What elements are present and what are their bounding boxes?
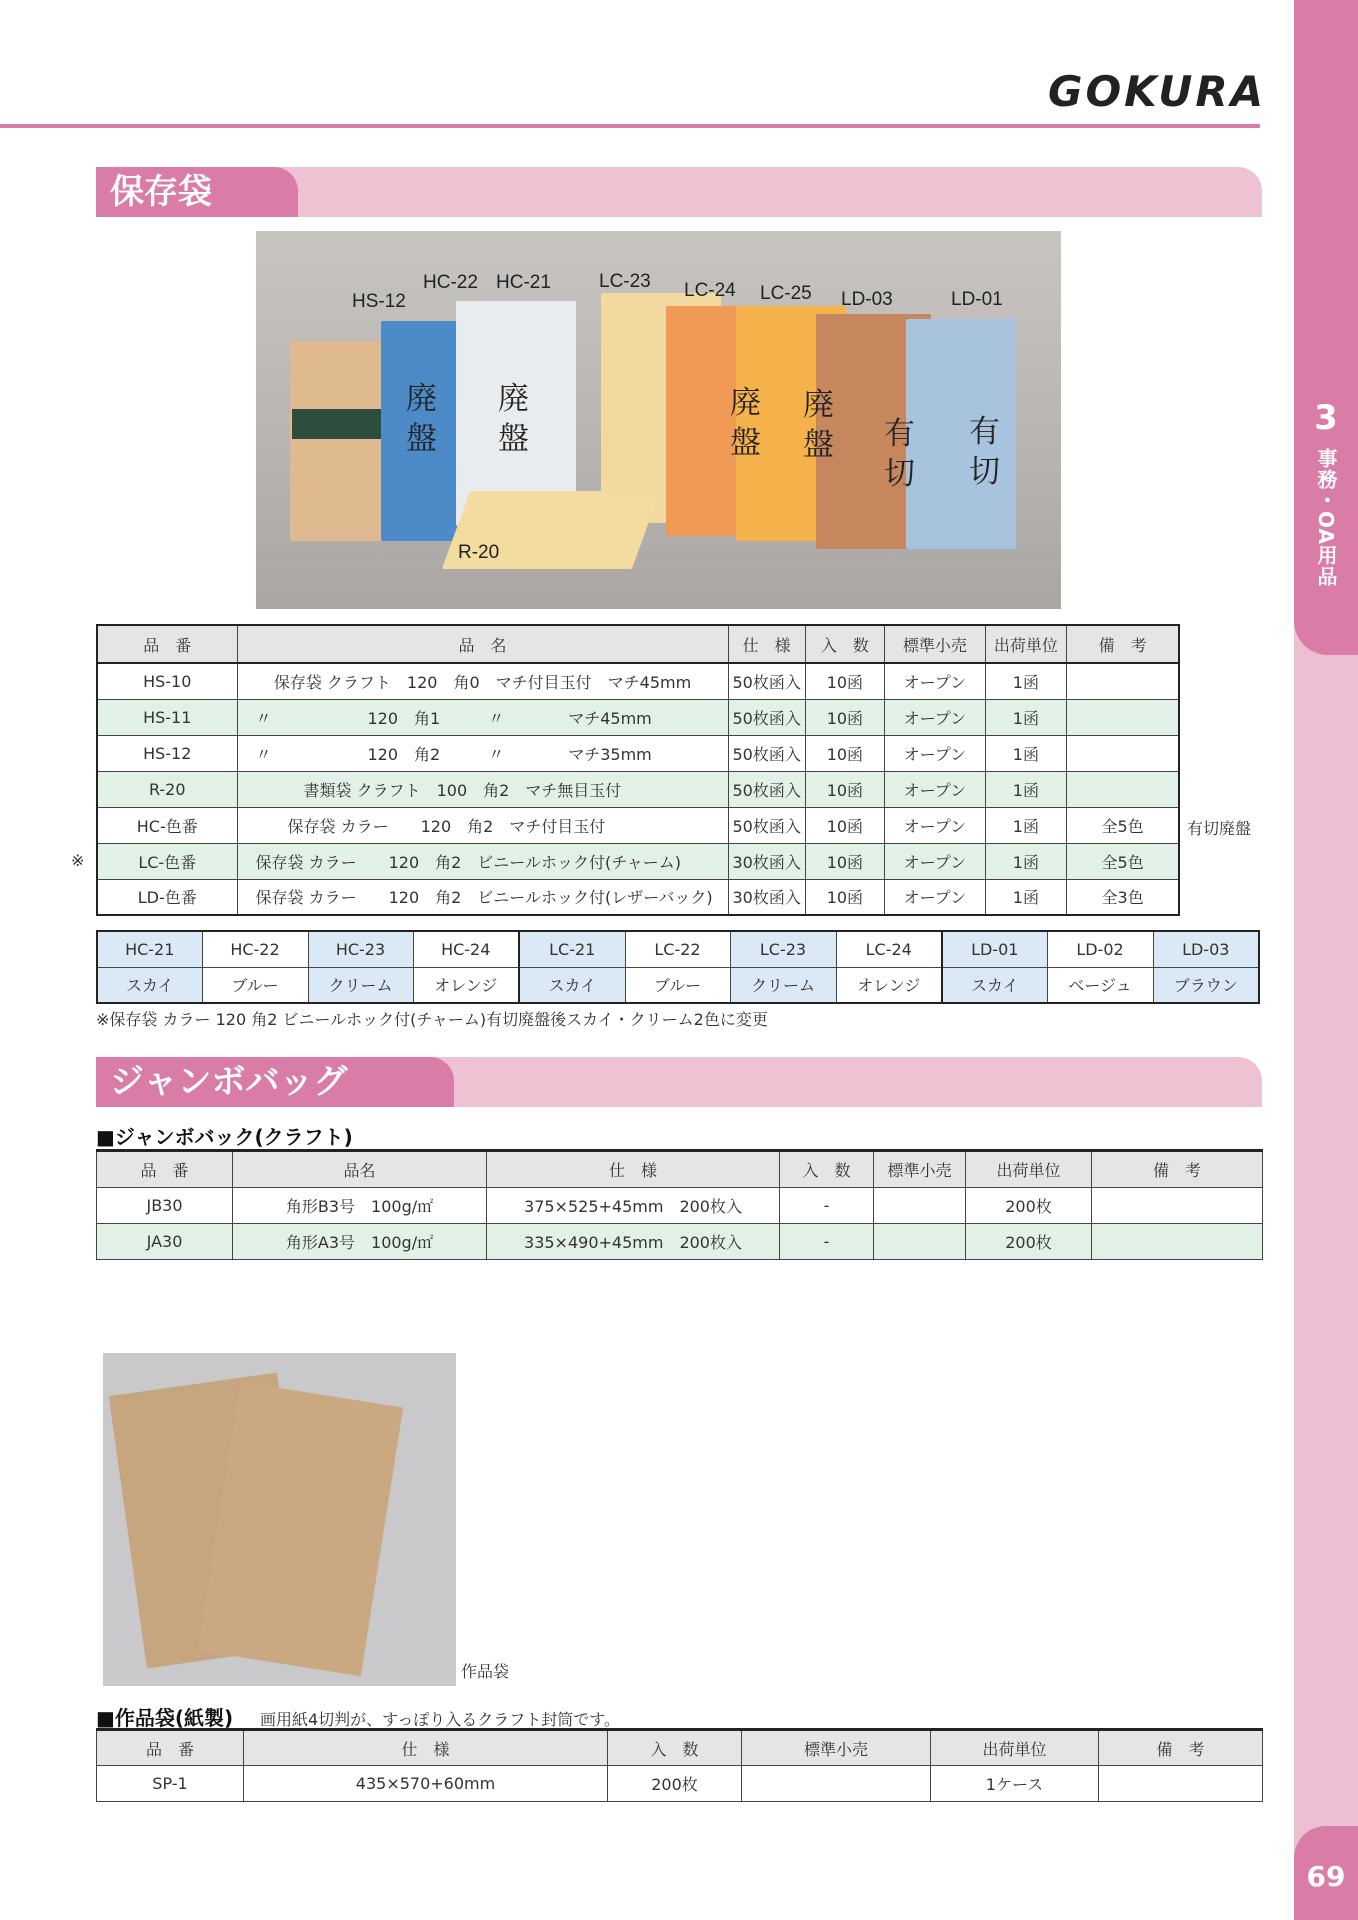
col-header: 仕 様 [728,625,805,663]
col-header: 仕 様 [487,1151,780,1188]
cell-qty: 10函 [805,807,884,843]
color-name: オレンジ [836,967,942,1003]
col-header: 仕 様 [244,1730,608,1766]
cell-spec: 50枚函入 [728,807,805,843]
photo-label-ld03: LD-03 [841,289,893,310]
color-code: HC-21 [97,931,202,967]
cell-note [1092,1224,1263,1260]
color-code: LD-02 [1047,931,1153,967]
storage-bags-photo [256,231,1061,609]
color-name: クリーム [730,967,836,1003]
subhead-jumbo-kraft: ■ジャンボバック(クラフト) [96,1125,353,1149]
table-header-row [97,1151,1263,1188]
brand-logo: GOKURA [1048,67,1267,116]
cell-name: 角形B3号 100g/㎡ [233,1188,487,1224]
color-code: LC-24 [836,931,942,967]
cell-price: オープン [884,879,985,915]
cell-code: HS-11 [97,699,237,735]
color-code: LD-03 [1153,931,1259,967]
bag-hs12 [290,341,385,541]
cell-spec: 30枚函入 [728,879,805,915]
cell-price: オープン [884,699,985,735]
bag-label-strip [292,409,384,439]
chapter-label: 事務・OA用品 [1314,448,1338,587]
cell-code: HS-12 [97,735,237,771]
color-code: HC-24 [413,931,519,967]
cell-code: LD-色番 [97,879,237,915]
cell-price: オープン [884,771,985,807]
cell-name: 保存袋 カラー 120 角2 ビニールホック付(チャーム) [237,843,728,879]
cell-code: R-20 [97,771,237,807]
cell-unit: 1函 [985,771,1066,807]
cell-code: HC-色番 [97,807,237,843]
section-header-jumbo-bag [96,1057,1262,1107]
section-title: ジャンボバッグ [96,1057,454,1107]
color-code: LC-23 [730,931,836,967]
cell-name: 〃 120 角1 〃 マチ45mm [237,699,728,735]
cell-unit: 1函 [985,843,1066,879]
cell-qty: 10函 [805,843,884,879]
cell-name: 書類袋 クラフト 100 角2 マチ無目玉付 [237,771,728,807]
cell-spec: 50枚函入 [728,699,805,735]
chapter-number: 3 [1314,398,1338,438]
col-header: 備 考 [1099,1730,1263,1766]
color-name: クリーム [308,967,413,1003]
table-row [97,1766,1263,1802]
cell-code: JA30 [97,1224,233,1260]
color-footnote: ※保存袋 カラー 120 角2 ビニールホック付(チャーム)有切廃盤後スカイ・クリーム2色に変更 [96,1010,768,1029]
cell-name: 保存袋 クラフト 120 角0 マチ付目玉付 マチ45mm [237,663,728,699]
col-header: 標準小売 [884,625,985,663]
cell-unit: 1函 [985,807,1066,843]
col-header: 品 名 [237,625,728,663]
cell-price [742,1766,931,1802]
cell-unit: 1函 [985,663,1066,699]
col-header: 品 番 [97,1730,244,1766]
color-code: LC-21 [519,931,625,967]
table-row [97,843,1179,879]
cell-code: SP-1 [97,1766,244,1802]
jumbo-bag-table [96,1149,1263,1260]
cell-unit: 1ケース [931,1766,1099,1802]
cell-unit: 1函 [985,879,1066,915]
cell-note [1092,1188,1263,1224]
page-number: 69 [1306,1860,1346,1893]
col-header: 備 考 [1066,625,1179,663]
header-divider [0,124,1260,128]
cell-note [1066,771,1179,807]
table-row [97,771,1179,807]
cell-note [1066,735,1179,771]
side-note-discontinued: 有切廃盤 [1187,819,1252,838]
col-header: 入 数 [780,1151,874,1188]
photo-label-hs12: HS-12 [352,291,406,312]
cell-qty: 200枚 [608,1766,742,1802]
subhead-artwork-bag: ■作品袋(紙製) [96,1706,234,1730]
color-name: ブルー [202,967,308,1003]
table-row [97,663,1179,699]
col-header: 入 数 [805,625,884,663]
cell-note [1099,1766,1263,1802]
cell-spec: 50枚函入 [728,735,805,771]
cell-price [874,1188,966,1224]
cell-unit: 200枚 [966,1224,1092,1260]
col-header: 出荷単位 [931,1730,1099,1766]
color-code-table [96,930,1260,1004]
cell-note [1066,699,1179,735]
col-header: 出荷単位 [966,1151,1092,1188]
cell-spec: 335×490+45mm 200枚入 [487,1224,780,1260]
stamp-limited: 有切 [969,414,1000,490]
photo-label-r20: R-20 [458,542,500,563]
cell-qty: - [780,1188,874,1224]
cell-spec: 435×570+60mm [244,1766,608,1802]
col-header: 標準小売 [874,1151,966,1188]
cell-price [874,1224,966,1260]
stamp-discontinued: 廃盤 [803,387,834,463]
table-row [97,699,1179,735]
cell-qty: 10函 [805,771,884,807]
artwork-envelope-photo [103,1353,456,1686]
cell-name: 保存袋 カラー 120 角2 ビニールホック付(レザーバック) [237,879,728,915]
color-name: スカイ [519,967,625,1003]
col-header: 品 番 [97,1151,233,1188]
table-row [97,1224,1263,1260]
cell-price: オープン [884,807,985,843]
color-name-row [97,967,1259,1003]
row-mark: ※ [71,851,85,870]
col-header: 品 番 [97,625,237,663]
photo-label-ld01: LD-01 [951,289,1003,310]
cell-note: 全5色 [1066,807,1179,843]
color-code: LC-22 [625,931,730,967]
photo-label-hc22: HC-22 [423,272,478,293]
section-title: 保存袋 [96,167,298,217]
cell-unit: 200枚 [966,1188,1092,1224]
cell-spec: 375×525+45mm 200枚入 [487,1188,780,1224]
photo-label-hc21: HC-21 [496,272,551,293]
color-name: スカイ [97,967,202,1003]
stamp-discontinued: 廃盤 [730,385,761,461]
photo-caption: 作品袋 [461,1662,510,1681]
cell-spec: 30枚函入 [728,843,805,879]
cell-note: 全5色 [1066,843,1179,879]
cell-qty: - [780,1224,874,1260]
cell-qty: 10函 [805,879,884,915]
col-header: 出荷単位 [985,625,1066,663]
color-name: ブラウン [1153,967,1259,1003]
table-header-row [97,625,1179,663]
cell-price: オープン [884,843,985,879]
color-code: HC-22 [202,931,308,967]
cell-price: オープン [884,735,985,771]
table-row [97,807,1179,843]
artwork-bag-table [96,1728,1263,1802]
cell-code: JB30 [97,1188,233,1224]
color-code-row [97,931,1259,967]
photo-label-lc25: LC-25 [760,283,812,304]
stamp-discontinued: 廃盤 [498,381,529,457]
cell-qty: 10函 [805,699,884,735]
table-header-row [97,1730,1263,1766]
color-name: オレンジ [413,967,519,1003]
color-name: ブルー [625,967,730,1003]
color-code: HC-23 [308,931,413,967]
subhead-description: 画用紙4切判が、すっぽり入るクラフト封筒です。 [260,1710,620,1729]
storage-bag-table [96,624,1180,916]
cell-name: 角形A3号 100g/㎡ [233,1224,487,1260]
cell-name: 保存袋 カラー 120 角2 マチ付目玉付 [237,807,728,843]
cell-spec: 50枚函入 [728,771,805,807]
col-header: 標準小売 [742,1730,931,1766]
stamp-discontinued: 廃盤 [406,381,437,457]
stamp-limited: 有切 [884,416,915,492]
col-header: 品名 [233,1151,487,1188]
cell-qty: 10函 [805,735,884,771]
table-row [97,879,1179,915]
table-row [97,735,1179,771]
color-name: スカイ [942,967,1047,1003]
color-name: ベージュ [1047,967,1153,1003]
col-header: 備 考 [1092,1151,1263,1188]
cell-code: HS-10 [97,663,237,699]
photo-label-lc23: LC-23 [599,271,651,292]
cell-name: 〃 120 角2 〃 マチ35mm [237,735,728,771]
section-header-storage-bags [96,167,1262,217]
cell-qty: 10函 [805,663,884,699]
table-row [97,1188,1263,1224]
col-header: 入 数 [608,1730,742,1766]
cell-spec: 50枚函入 [728,663,805,699]
cell-unit: 1函 [985,699,1066,735]
color-code: LD-01 [942,931,1047,967]
cell-unit: 1函 [985,735,1066,771]
cell-code: LC-色番 [97,843,237,879]
photo-label-lc24: LC-24 [684,280,736,301]
cell-note: 全3色 [1066,879,1179,915]
cell-note [1066,663,1179,699]
cell-price: オープン [884,663,985,699]
